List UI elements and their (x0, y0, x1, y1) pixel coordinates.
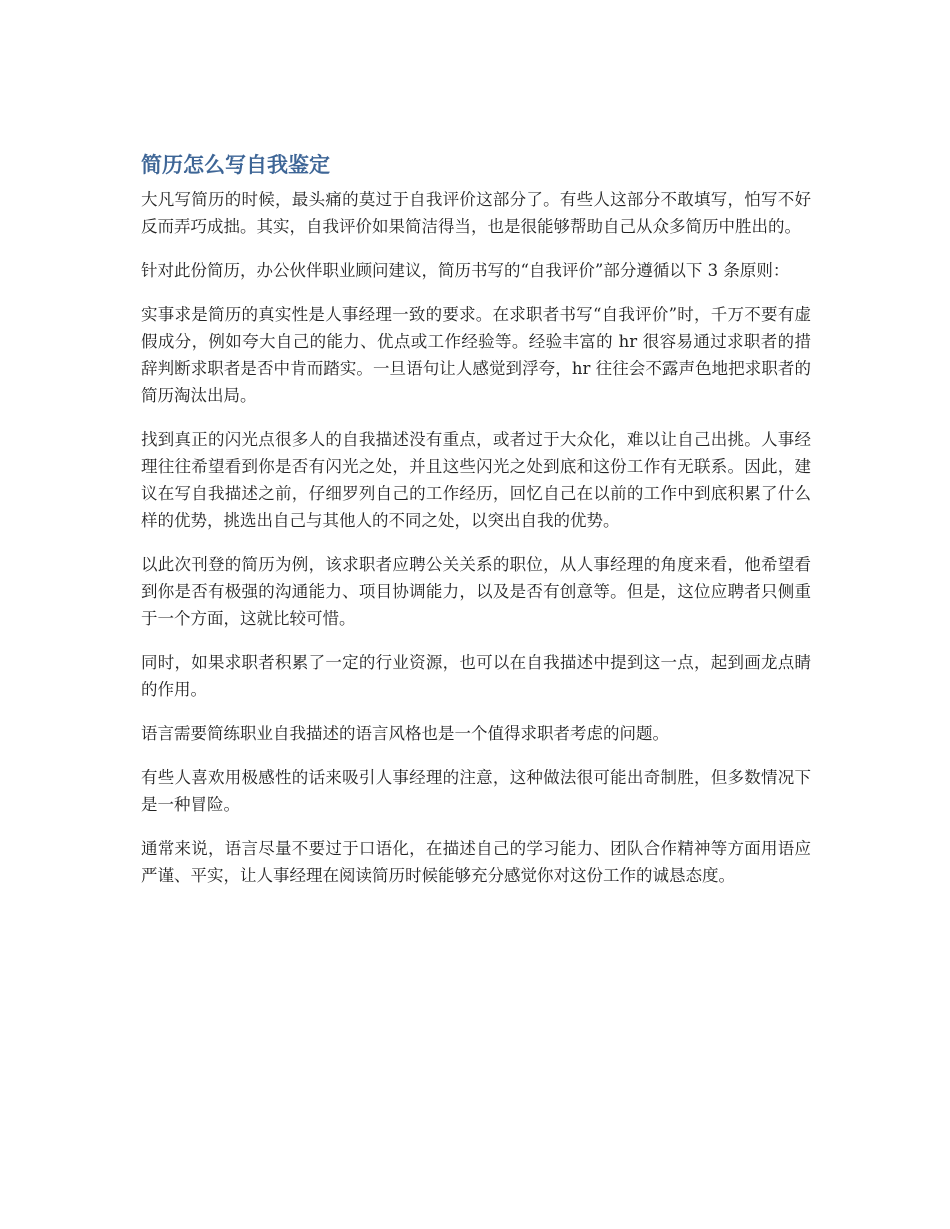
document-title: 简历怎么写自我鉴定 (141, 153, 330, 177)
paragraph-tone-advice: 通常来说，语言尽量不要过于口语化，在描述自己的学习能力、团队合作精神等方面用语应严谨、平实，让人事经理在阅读简历时候能够充分感觉你对这份工作的诚恳态度。 (141, 839, 811, 885)
paragraph-highlights: 找到真正的闪光点很多人的自我描述没有重点，或者过于大众化，难以让自己出挑。人事经理往往希望看到你是否有闪光之处，并且这些闪光之处到底和这份工作有无联系。因此，建议在写自我描述之前，仔细罗列自己的工作经历，回忆自己在以前的工作中到底积累了什么样的优势，挑选出自己与其他人的不同之处，以突出自我的优势。 (141, 430, 811, 530)
document-content (141, 150, 811, 906)
paragraph-emotional-risk: 有些人喜欢用极感性的话来吸引人事经理的注意，这种做法很可能出奇制胜，但多数情况下是一种冒险。 (141, 768, 811, 814)
paragraph-industry-resources: 同时，如果求职者积累了一定的行业资源，也可以在自我描述中提到这一点，起到画龙点睛的作用。 (141, 653, 811, 699)
paragraph-concise-language: 语言需要简练职业自我描述的语言风格也是一个值得求职者考虑的问题。 (141, 724, 669, 743)
paragraph-example: 以此次刊登的简历为例，该求职者应聘公关关系的职位，从人事经理的角度来看，他希望看到你是否有极强的沟通能力、项目协调能力，以及是否有创意等。但是，这位应聘者只侧重于一个方面，这就比较可惜。 (141, 555, 811, 628)
paragraph-intro: 大凡写简历的时候，最头痛的莫过于自我评价这部分了。有些人这部分不敢填写，怕写不好反而弄巧成拙。其实，自我评价如果简洁得当，也是很能够帮助自己从众多简历中胜出的。 (141, 190, 811, 236)
paragraph-truthfulness: 实事求是简历的真实性是人事经理一致的要求。在求职者书写“自我评价”时，千万不要有虚假成分，例如夸大自己的能力、优点或工作经验等。经验丰富的 hr 很容易通过求职者的措辞判断求职者是否中肯而踏实。一旦语句让人感觉到浮夸，hr 往往会不露声色地把求职者的简历淘汰出局。 (141, 305, 811, 405)
paragraph-principles-lead: 针对此份简历，办公伙伴职业顾问建议，简历书写的“自我评价”部分遵循以下 3 条原则： (141, 261, 790, 280)
